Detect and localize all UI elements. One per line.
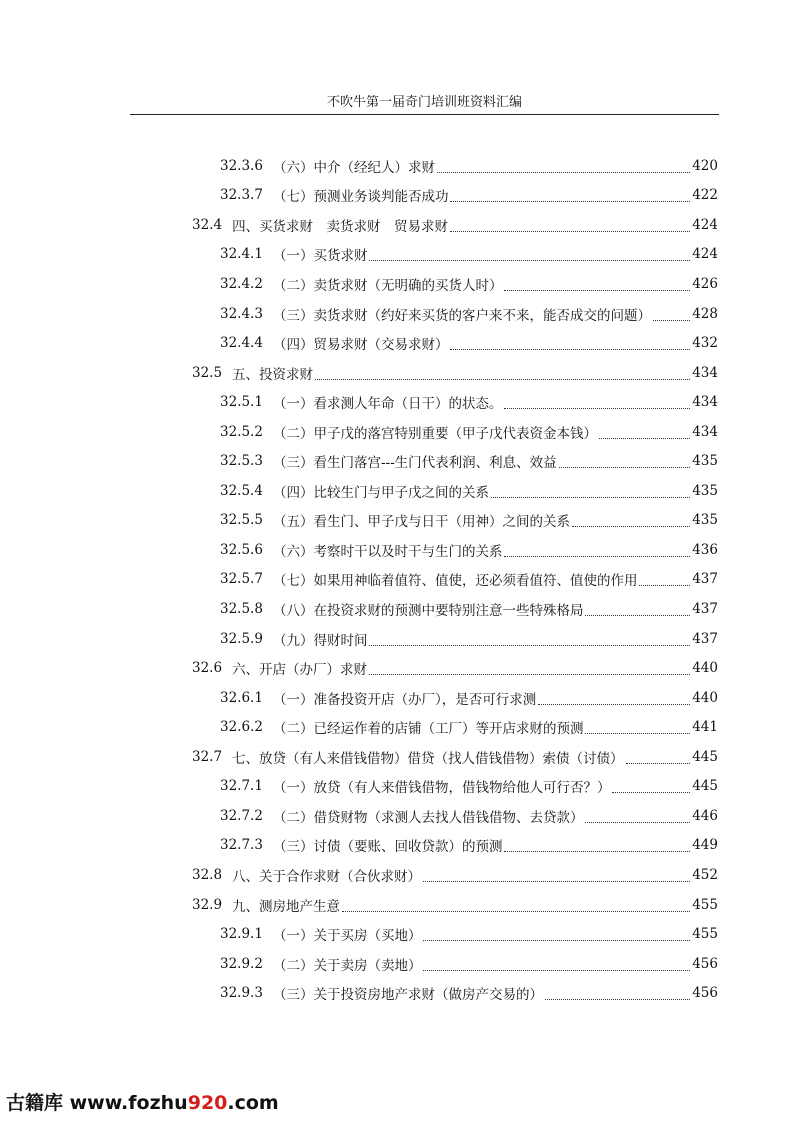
toc-entry-page: 440: [692, 689, 718, 706]
toc-entry[interactable]: [220, 269, 718, 299]
toc-entry-title: （七）预测业务谈判能否成功: [272, 189, 449, 206]
toc-entry-page: 428: [692, 305, 718, 322]
toc-entry-number: 32.4.3: [220, 305, 263, 322]
toc-dot-leader: [545, 998, 690, 1000]
toc-entry-page: 449: [692, 837, 718, 854]
toc-entry-page: 434: [692, 423, 718, 440]
toc-entry-title: （一）看求测人年命（日干）的状态。: [272, 396, 503, 413]
toc-entry-title: （二）卖货求财（无明确的买货人时）: [272, 277, 503, 294]
toc-entry[interactable]: [220, 535, 718, 565]
toc-dot-leader: [369, 259, 690, 261]
toc-entry-title: （一）放贷（有人来借钱借物，借钱物给他人可行否？）: [272, 780, 611, 797]
toc-entry-title: （九）得财时间: [272, 632, 368, 649]
toc-entry-title: 七、放贷（有人来借钱借物）借贷（找人借钱借物）索债（讨债）: [232, 750, 624, 767]
toc-entry-number: 32.5.9: [220, 630, 263, 647]
toc-dot-leader: [612, 791, 690, 793]
toc-dot-leader: [369, 644, 690, 646]
toc-dot-leader: [504, 555, 690, 557]
toc-entry-title: （三）看生门落宫---生门代表利润、利息、效益: [272, 455, 557, 472]
watermark-prefix: 古籍库 www.fozhu: [6, 1092, 188, 1114]
toc-entry-number: 32.5.8: [220, 601, 263, 618]
toc-entry-title: （八）在投资求财的预测中要特别注意一些特殊格局: [272, 603, 584, 620]
toc-entry-number: 32.5: [192, 364, 223, 381]
toc-entry-page: 436: [692, 541, 718, 558]
toc-entry-page: 426: [692, 275, 718, 292]
toc-dot-leader: [450, 230, 690, 232]
toc-entry-title: （一）买货求财: [272, 248, 368, 265]
toc-entry-title: 五、投资求财: [232, 366, 314, 383]
toc-dot-leader: [504, 289, 690, 291]
toc-entry-number: 32.8: [192, 866, 223, 883]
toc-entry-page: 440: [692, 660, 718, 677]
toc-dot-leader: [423, 880, 690, 882]
toc-entry-title: 四、买货求财 卖货求财 贸易求财: [232, 218, 449, 235]
toc-dot-leader: [450, 348, 690, 350]
toc-dot-leader: [639, 584, 690, 586]
toc-entry-number: 32.4: [192, 216, 223, 233]
toc-entry-number: 32.5.7: [220, 571, 263, 588]
toc-dot-leader: [626, 762, 691, 764]
toc-entry-page: 435: [692, 512, 718, 529]
toc-dot-leader: [504, 850, 690, 852]
toc-entry-page: 456: [692, 955, 718, 972]
toc-dot-leader: [599, 437, 690, 439]
toc-entry-number: 32.6.1: [220, 689, 263, 706]
toc-entry-number: 32.5.4: [220, 482, 263, 499]
toc-entry-page: 445: [692, 778, 718, 795]
toc-dot-leader: [450, 200, 690, 202]
toc-entry[interactable]: [220, 417, 718, 447]
toc-entry[interactable]: [192, 890, 718, 920]
toc-entry-page: 455: [692, 926, 718, 943]
toc-dot-leader: [369, 673, 690, 675]
toc-entry-number: 32.7.3: [220, 837, 263, 854]
toc-entry-title: （一）关于买房（买地）: [272, 928, 422, 945]
header-rule: [130, 114, 719, 115]
toc-dot-leader: [585, 732, 690, 734]
toc-entry-number: 32.9.3: [220, 985, 263, 1002]
toc-dot-leader: [585, 821, 690, 823]
toc-entry[interactable]: [192, 653, 718, 683]
page-header: 不吹牛第一届奇门培训班资料汇编: [326, 95, 522, 110]
toc-entry[interactable]: [220, 151, 718, 181]
toc-dot-leader: [572, 525, 690, 527]
toc-entry[interactable]: [220, 831, 718, 861]
toc-entry-number: 32.5.1: [220, 394, 263, 411]
toc-entry-title: （二）借贷财物（求测人去找人借钱借物、去贷款）: [272, 809, 584, 826]
toc-entry-page: 435: [692, 482, 718, 499]
toc-entry[interactable]: [220, 801, 718, 831]
toc-entry-page: 434: [692, 394, 718, 411]
toc-entry[interactable]: [220, 299, 718, 329]
toc-dot-leader: [504, 407, 690, 409]
toc-entry[interactable]: [220, 772, 718, 802]
toc-entry-page: 446: [692, 807, 718, 824]
toc-entry-number: 32.7.1: [220, 778, 263, 795]
toc-entry-page: 441: [692, 719, 718, 736]
toc-dot-leader: [653, 319, 690, 321]
toc-entry-title: （三）讨债（要账、回收贷款）的预测: [272, 839, 503, 856]
toc-entry-page: 424: [692, 246, 718, 263]
toc-entry-title: （一）准备投资开店（办厂），是否可行求测: [272, 691, 537, 708]
toc-entry[interactable]: [220, 328, 718, 358]
watermark-number: 920: [187, 1092, 228, 1114]
toc-dot-leader: [315, 378, 690, 380]
toc-entry-page: 445: [692, 748, 718, 765]
toc-entry-number: 32.6.2: [220, 719, 263, 736]
toc-entry-title: 八、关于合作求财（合伙求财）: [232, 868, 422, 885]
toc-entry[interactable]: [220, 949, 718, 979]
toc-entry-title: （三）关于投资房地产求财（做房产交易的）: [272, 987, 543, 1004]
toc-entry[interactable]: [220, 594, 718, 624]
toc-entry-title: （二）关于卖房（卖地）: [272, 957, 422, 974]
toc-entry-number: 32.3.6: [220, 157, 263, 174]
toc-entry-title: （六）中介（经纪人）求财: [272, 159, 435, 176]
site-watermark: [6, 1088, 279, 1115]
toc-entry-number: 32.4.4: [220, 335, 263, 352]
toc-entry[interactable]: [192, 358, 718, 388]
toc-entry[interactable]: [192, 210, 718, 240]
toc-entry-title: （二）甲子戊的落宫特别重要（甲子戊代表资金本钱）: [272, 425, 597, 442]
toc-entry-title: （六）考察时干以及时干与生门的关系: [272, 543, 503, 560]
watermark-suffix: .com: [227, 1092, 279, 1114]
toc-entry[interactable]: [192, 742, 718, 772]
toc-entry-number: 32.5.3: [220, 453, 263, 470]
toc-entry[interactable]: [220, 712, 718, 742]
toc-entry-title: （四）比较生门与甲子戊之间的关系: [272, 484, 489, 501]
toc-entry-title: 六、开店（办厂）求财: [232, 662, 368, 679]
toc-entry-page: 452: [692, 866, 718, 883]
toc-entry-page: 437: [692, 630, 718, 647]
toc-entry-number: 32.9.1: [220, 926, 263, 943]
toc-entry-number: 32.9: [192, 896, 223, 913]
toc-entry[interactable]: [220, 624, 718, 654]
toc-entry[interactable]: [220, 447, 718, 477]
toc-entry-page: 435: [692, 453, 718, 470]
toc-entry-number: 32.5.5: [220, 512, 263, 529]
toc-entry-page: 437: [692, 601, 718, 618]
toc-dot-leader: [538, 703, 690, 705]
toc-entry[interactable]: [220, 506, 718, 536]
toc-entry-number: 32.7.2: [220, 807, 263, 824]
toc-dot-leader: [342, 910, 690, 912]
toc-entry-number: 32.4.1: [220, 246, 263, 263]
toc-dot-leader: [491, 496, 690, 498]
toc-entry[interactable]: [220, 387, 718, 417]
toc-entry-page: 455: [692, 896, 718, 913]
toc-entry-page: 432: [692, 335, 718, 352]
toc-entry[interactable]: [220, 919, 718, 949]
toc-entry-page: 424: [692, 216, 718, 233]
toc-entry[interactable]: [220, 978, 718, 1008]
toc-dot-leader: [585, 614, 690, 616]
toc-dot-leader: [437, 171, 690, 173]
toc-entry[interactable]: [220, 240, 718, 270]
toc-entry-title: 九、测房地产生意: [232, 898, 341, 915]
toc-dot-leader: [559, 466, 691, 468]
toc-entry-title: （四）贸易求财（交易求财）: [272, 337, 449, 354]
toc-entry-title: （五）看生门、甲子戊与日干（用神）之间的关系: [272, 514, 570, 531]
toc-entry-number: 32.9.2: [220, 955, 263, 972]
toc-dot-leader: [423, 969, 690, 971]
toc-entry-number: 32.5.2: [220, 423, 263, 440]
toc-entry[interactable]: [220, 181, 718, 211]
toc-entry-number: 32.6: [192, 660, 223, 677]
toc-entry-number: 32.4.2: [220, 275, 263, 292]
toc-entry[interactable]: [220, 476, 718, 506]
toc-entry-page: 422: [692, 187, 718, 204]
toc-entry[interactable]: [220, 565, 718, 595]
toc-entry-title: （二）已经运作着的店铺（工厂）等开店求财的预测: [272, 721, 584, 738]
toc-entry-page: 456: [692, 985, 718, 1002]
toc-entry-number: 32.7: [192, 748, 223, 765]
toc-entry-number: 32.3.7: [220, 187, 263, 204]
toc-entry-title: （三）卖货求财（约好来买货的客户来不来，能否成交的问题）: [272, 307, 651, 324]
toc-entry-page: 434: [692, 364, 718, 381]
toc-entry-page: 420: [692, 157, 718, 174]
toc-dot-leader: [423, 939, 690, 941]
toc-entry[interactable]: [220, 683, 718, 713]
toc-entry[interactable]: [192, 860, 718, 890]
toc-entry-number: 32.5.6: [220, 541, 263, 558]
toc-entry-page: 437: [692, 571, 718, 588]
toc-entry-title: （七）如果用神临着值符、值使，还必须看值符、值使的作用: [272, 573, 638, 590]
